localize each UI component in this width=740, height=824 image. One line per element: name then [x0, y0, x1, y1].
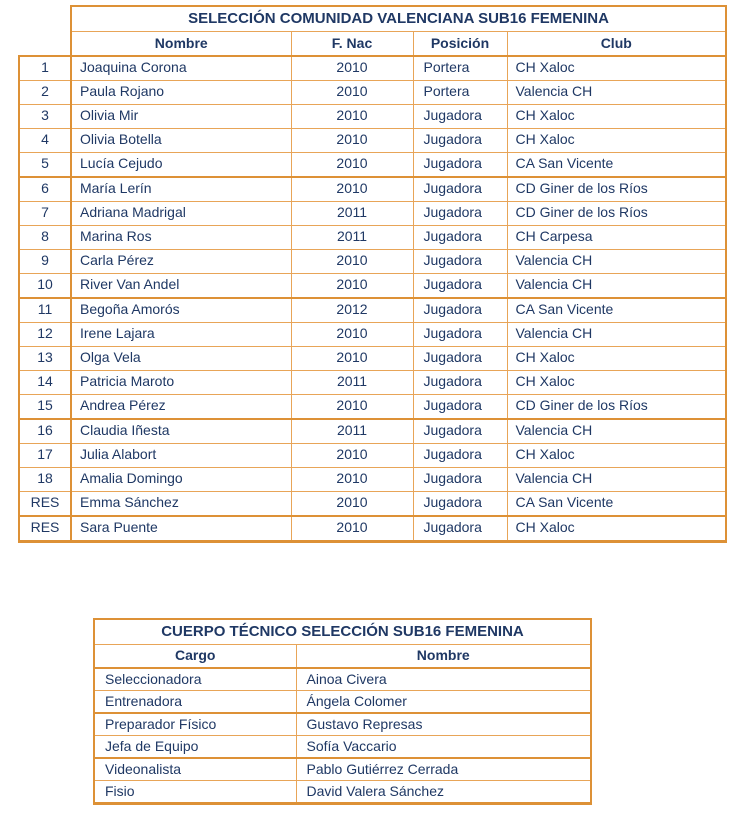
- roster-position: Jugadora: [413, 104, 507, 128]
- roster-row-number: 15: [19, 394, 71, 419]
- roster-player-name: María Lerín: [71, 177, 291, 202]
- roster-row: [19, 394, 726, 419]
- roster-row: [19, 370, 726, 394]
- staff-row: [94, 781, 591, 804]
- staff-row: [94, 668, 591, 691]
- roster-row: [19, 249, 726, 273]
- staff-role: Seleccionadora: [94, 668, 296, 691]
- roster-player-name: Carla Pérez: [71, 249, 291, 273]
- roster-row: [19, 273, 726, 298]
- roster-position: Jugadora: [413, 249, 507, 273]
- roster-player-name: Lucía Cejudo: [71, 152, 291, 177]
- roster-club: Valencia CH: [507, 467, 726, 491]
- roster-row-number: RES: [19, 516, 71, 542]
- roster-birth-year: 2010: [291, 177, 413, 202]
- roster-club: CH Xaloc: [507, 128, 726, 152]
- roster-row: [19, 56, 726, 81]
- roster-club: CA San Vicente: [507, 152, 726, 177]
- roster-position: Jugadora: [413, 491, 507, 516]
- staff-name: Pablo Gutiérrez Cerrada: [296, 758, 591, 781]
- roster-birth-year: 2010: [291, 346, 413, 370]
- roster-row: [19, 322, 726, 346]
- roster-col-club: Club: [507, 32, 726, 56]
- roster-row: [19, 225, 726, 249]
- roster-player-name: Patricia Maroto: [71, 370, 291, 394]
- roster-birth-year: 2010: [291, 80, 413, 104]
- roster-row-number: 5: [19, 152, 71, 177]
- roster-player-name: River Van Andel: [71, 273, 291, 298]
- roster-row: [19, 516, 726, 542]
- roster-club: CA San Vicente: [507, 298, 726, 323]
- roster-position: Jugadora: [413, 370, 507, 394]
- roster-club: Valencia CH: [507, 249, 726, 273]
- roster-row: [19, 152, 726, 177]
- roster-birth-year: 2010: [291, 104, 413, 128]
- roster-birth-year: 2010: [291, 322, 413, 346]
- roster-birth-year: 2010: [291, 491, 413, 516]
- roster-birth-year: 2010: [291, 516, 413, 542]
- roster-club: Valencia CH: [507, 273, 726, 298]
- roster-player-name: Claudia Iñesta: [71, 419, 291, 444]
- roster-birth-year: 2010: [291, 128, 413, 152]
- staff-table: [93, 618, 592, 805]
- roster-club: CD Giner de los Ríos: [507, 177, 726, 202]
- roster-row-number: 12: [19, 322, 71, 346]
- roster-player-name: Andrea Pérez: [71, 394, 291, 419]
- roster-player-name: Begoña Amorós: [71, 298, 291, 323]
- roster-player-name: Amalia Domingo: [71, 467, 291, 491]
- roster-player-name: Emma Sánchez: [71, 491, 291, 516]
- staff-row: [94, 736, 591, 759]
- staff-title-row: [94, 619, 591, 645]
- roster-club: CD Giner de los Ríos: [507, 394, 726, 419]
- roster-birth-year: 2010: [291, 152, 413, 177]
- roster-row-number: 8: [19, 225, 71, 249]
- roster-position: Portera: [413, 80, 507, 104]
- roster-row: [19, 128, 726, 152]
- roster-position: Jugadora: [413, 516, 507, 542]
- roster-club: Valencia CH: [507, 322, 726, 346]
- roster-position: Jugadora: [413, 298, 507, 323]
- roster-position: Jugadora: [413, 177, 507, 202]
- roster-player-name: Adriana Madrigal: [71, 201, 291, 225]
- roster-birth-year: 2010: [291, 443, 413, 467]
- roster-position: Jugadora: [413, 394, 507, 419]
- roster-club: Valencia CH: [507, 419, 726, 444]
- staff-role: Fisio: [94, 781, 296, 804]
- roster-player-name: Joaquina Corona: [71, 56, 291, 81]
- roster-row-number: 2: [19, 80, 71, 104]
- roster-row: [19, 346, 726, 370]
- roster-club: CH Xaloc: [507, 443, 726, 467]
- roster-position: Portera: [413, 56, 507, 81]
- roster-col-fnac: F. Nac: [291, 32, 413, 56]
- roster-row: [19, 201, 726, 225]
- roster-club: Valencia CH: [507, 80, 726, 104]
- roster-position: Jugadora: [413, 152, 507, 177]
- roster-row: [19, 443, 726, 467]
- staff-name: Gustavo Represas: [296, 713, 591, 736]
- roster-row: [19, 80, 726, 104]
- staff-row: [94, 758, 591, 781]
- roster-club: CH Xaloc: [507, 104, 726, 128]
- roster-position: Jugadora: [413, 346, 507, 370]
- roster-row-number: 11: [19, 298, 71, 323]
- roster-col-nombre: Nombre: [71, 32, 291, 56]
- roster-row: [19, 298, 726, 323]
- roster-birth-year: 2011: [291, 225, 413, 249]
- staff-row: [94, 713, 591, 736]
- roster-birth-year: 2010: [291, 56, 413, 81]
- roster-row-number: 1: [19, 56, 71, 81]
- roster-birth-year: 2010: [291, 273, 413, 298]
- roster-player-name: Olga Vela: [71, 346, 291, 370]
- roster-player-name: Julia Alabort: [71, 443, 291, 467]
- roster-player-name: Paula Rojano: [71, 80, 291, 104]
- roster-player-name: Irene Lajara: [71, 322, 291, 346]
- staff-name: Ángela Colomer: [296, 691, 591, 714]
- roster-row-number: 14: [19, 370, 71, 394]
- roster-row-number: 4: [19, 128, 71, 152]
- roster-birth-year: 2010: [291, 249, 413, 273]
- roster-row-number: 17: [19, 443, 71, 467]
- roster-row-number: 6: [19, 177, 71, 202]
- roster-row-number: 10: [19, 273, 71, 298]
- roster-birth-year: 2010: [291, 394, 413, 419]
- roster-birth-year: 2011: [291, 419, 413, 444]
- staff-name: Sofía Vaccario: [296, 736, 591, 759]
- roster-col-posicion: Posición: [413, 32, 507, 56]
- roster-row-number: 16: [19, 419, 71, 444]
- roster-table: [18, 5, 727, 543]
- roster-position: Jugadora: [413, 201, 507, 225]
- roster-row: [19, 491, 726, 516]
- roster-header-spacer: [19, 32, 71, 56]
- roster-player-name: Marina Ros: [71, 225, 291, 249]
- staff-col-nombre: Nombre: [296, 645, 591, 669]
- roster-row: [19, 419, 726, 444]
- roster-position: Jugadora: [413, 322, 507, 346]
- roster-row: [19, 177, 726, 202]
- staff-role: Videonalista: [94, 758, 296, 781]
- roster-position: Jugadora: [413, 273, 507, 298]
- roster-row-number: 7: [19, 201, 71, 225]
- roster-club: CA San Vicente: [507, 491, 726, 516]
- staff-name: Ainoa Civera: [296, 668, 591, 691]
- roster-position: Jugadora: [413, 128, 507, 152]
- staff-role: Entrenadora: [94, 691, 296, 714]
- roster-position: Jugadora: [413, 467, 507, 491]
- staff-header-row: [94, 645, 591, 669]
- roster-player-name: Olivia Mir: [71, 104, 291, 128]
- staff-name: David Valera Sánchez: [296, 781, 591, 804]
- roster-row-number: 3: [19, 104, 71, 128]
- roster-row-number: 18: [19, 467, 71, 491]
- roster-player-name: Sara Puente: [71, 516, 291, 542]
- roster-row-number: 13: [19, 346, 71, 370]
- roster-position: Jugadora: [413, 443, 507, 467]
- staff-role: Preparador Físico: [94, 713, 296, 736]
- roster-title: SELECCIÓN COMUNIDAD VALENCIANA SUB16 FEMENINA: [71, 6, 726, 32]
- roster-row-number: RES: [19, 491, 71, 516]
- roster-birth-year: 2010: [291, 467, 413, 491]
- roster-row: [19, 104, 726, 128]
- roster-club: CH Carpesa: [507, 225, 726, 249]
- roster-club: CH Xaloc: [507, 56, 726, 81]
- roster-birth-year: 2011: [291, 370, 413, 394]
- roster-row: [19, 467, 726, 491]
- roster-birth-year: 2011: [291, 201, 413, 225]
- roster-position: Jugadora: [413, 419, 507, 444]
- roster-club: CD Giner de los Ríos: [507, 201, 726, 225]
- roster-title-spacer: [19, 6, 71, 32]
- roster-position: Jugadora: [413, 225, 507, 249]
- roster-row-number: 9: [19, 249, 71, 273]
- roster-club: CH Xaloc: [507, 516, 726, 542]
- roster-club: CH Xaloc: [507, 346, 726, 370]
- roster-title-row: [19, 6, 726, 32]
- roster-player-name: Olivia Botella: [71, 128, 291, 152]
- staff-row: [94, 691, 591, 714]
- staff-title: CUERPO TÉCNICO SELECCIÓN SUB16 FEMENINA: [94, 619, 591, 645]
- staff-role: Jefa de Equipo: [94, 736, 296, 759]
- roster-header-row: [19, 32, 726, 56]
- roster-birth-year: 2012: [291, 298, 413, 323]
- roster-club: CH Xaloc: [507, 370, 726, 394]
- staff-col-cargo: Cargo: [94, 645, 296, 669]
